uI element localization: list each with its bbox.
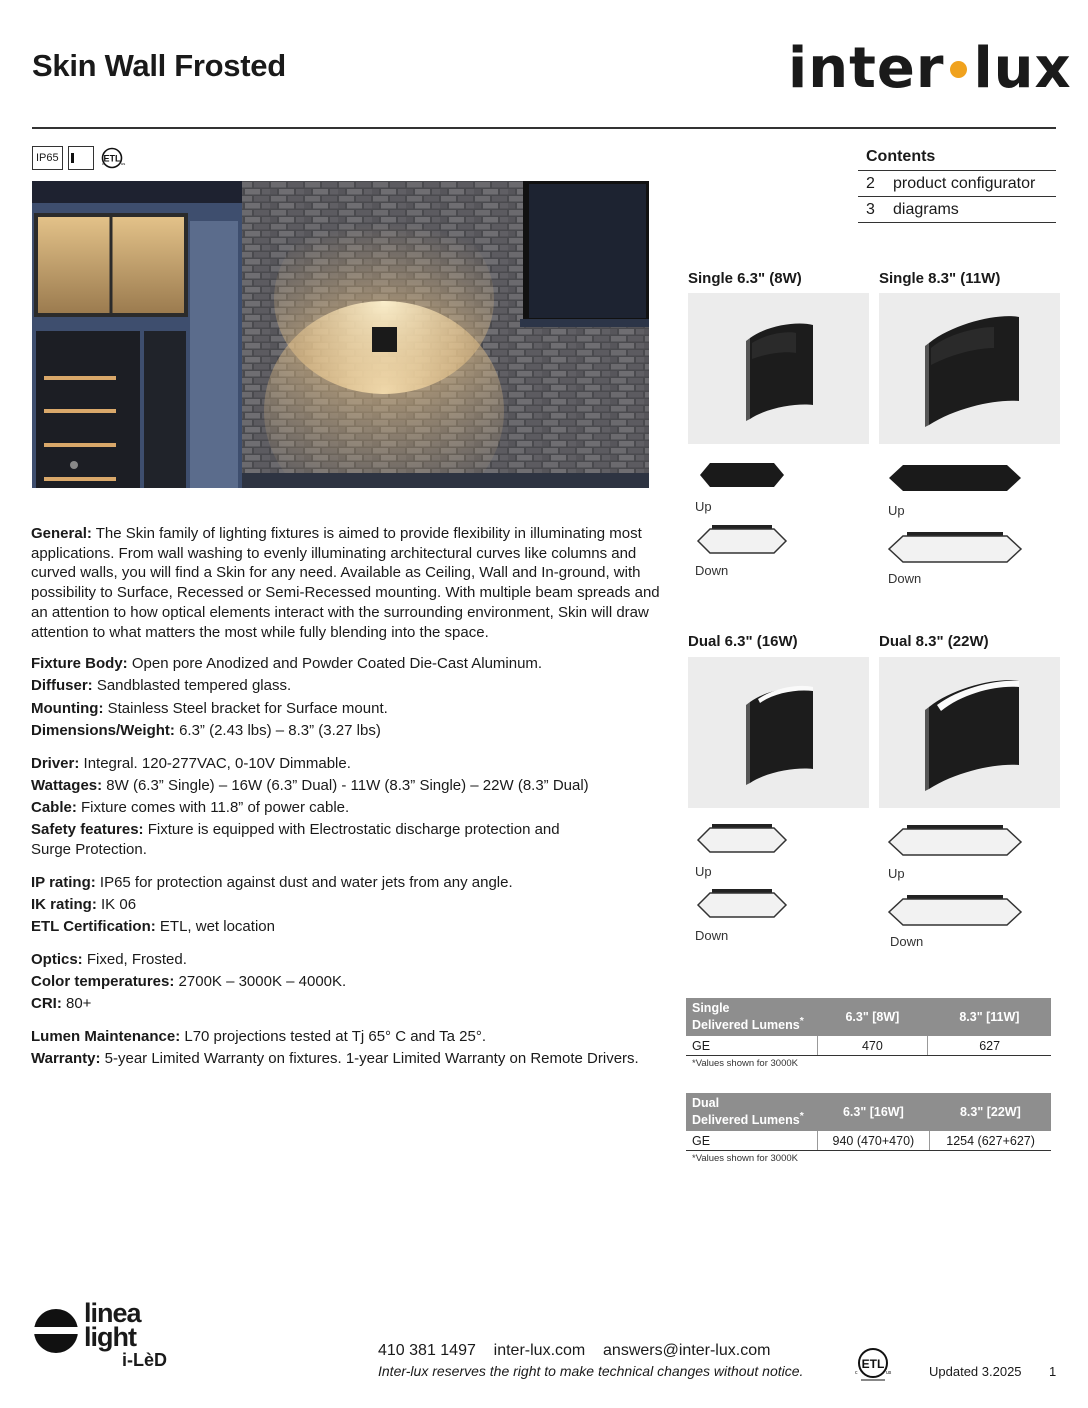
dual-lumens-table-block	[686, 1093, 1051, 1164]
svg-text:us: us	[120, 161, 125, 166]
spec-label: CRI:	[31, 995, 62, 1013]
spec-group	[31, 873, 671, 937]
spec-line	[31, 895, 671, 915]
fixture-down-view-single-small	[694, 523, 790, 557]
general-paragraph	[31, 524, 671, 642]
spec-label: IK rating:	[31, 895, 97, 913]
contents-item-label: product configurator	[893, 175, 1036, 192]
table-cell: 1254 (627+627)	[930, 1131, 1051, 1151]
up-label: Up	[888, 503, 905, 518]
single-lumens-table-block	[686, 998, 1051, 1069]
dual-lumens-table	[686, 1093, 1051, 1151]
table-col-header: 8.3" [22W]	[930, 1093, 1051, 1131]
fixture-up-view-dual-small	[694, 823, 790, 855]
spec-line	[31, 820, 591, 859]
spec-text: 2700K – 3000K – 4000K.	[174, 972, 347, 990]
spec-group	[31, 1027, 671, 1069]
table-head-line: Delivered Lumens	[692, 1113, 800, 1128]
logo-left: inter	[788, 36, 945, 101]
fixture-image-dual-large	[879, 657, 1060, 808]
spec-line	[31, 972, 671, 992]
svg-text:c: c	[101, 161, 104, 166]
spec-text: Open pore Anodized and Powder Coated Die-Cast Aluminum.	[127, 655, 543, 673]
table-head-line: Dual	[692, 1096, 720, 1111]
spec-text: 6.3” (2.43 lbs) – 8.3” (3.27 lbs)	[174, 721, 381, 739]
up-label: Up	[695, 864, 712, 879]
contents-heading: Contents	[858, 146, 1056, 171]
spec-label: Color temperatures:	[31, 972, 175, 990]
down-label: Down	[888, 571, 922, 586]
iled-wordmark: i-LèD	[122, 1350, 167, 1370]
table-note: *Values shown for 3000K	[692, 1153, 798, 1164]
spec-line	[31, 754, 671, 774]
spec-label: Driver:	[31, 754, 80, 772]
fixture-up-view-single-small	[694, 459, 790, 491]
fixture-up-view-single-large	[887, 461, 1023, 495]
interlux-logo	[788, 36, 1072, 101]
class-badge	[68, 146, 94, 170]
spec-text: Sandblasted tempered glass.	[92, 677, 292, 695]
hero-photo	[32, 181, 649, 488]
product-title-single-small: Single 6.3" (8W)	[688, 270, 802, 287]
up-label: Up	[695, 499, 712, 514]
table-cell: 627	[928, 1036, 1051, 1056]
spec-text: Fixture is equipped with Electrostatic discharge protection and Surge Protection.	[31, 821, 560, 858]
spec-group	[31, 654, 671, 740]
spec-group	[31, 950, 671, 1014]
spec-line	[31, 699, 671, 719]
contact-line	[378, 1342, 770, 1360]
spec-group	[31, 754, 671, 860]
spec-text: L70 projections tested at Tj 65° C and Ta 25°.	[180, 1027, 486, 1045]
logo-dot	[950, 61, 967, 78]
spec-line	[31, 776, 671, 796]
table-cell: 940 (470+470)	[817, 1131, 930, 1151]
spec-label: Safety features:	[31, 821, 144, 839]
spec-line	[31, 1027, 671, 1047]
header-divider	[32, 127, 1056, 129]
spec-text: 80+	[61, 995, 92, 1013]
email-link[interactable]: answers@inter-lux.com	[603, 1342, 771, 1359]
svg-text:c: c	[855, 1370, 858, 1376]
fixture-image-single-small	[688, 293, 869, 444]
linealight-wordmark-line2: light	[84, 1322, 136, 1352]
linealight-wordmark-line1: linea	[84, 1298, 141, 1328]
product-title-dual-small: Dual 6.3" (16W)	[688, 633, 798, 650]
page-title: Skin Wall Frosted	[32, 48, 286, 83]
table-head-line: Single	[692, 1001, 730, 1016]
contents-item[interactable]	[858, 197, 1056, 223]
spec-line	[31, 917, 671, 937]
contents-item[interactable]	[858, 171, 1056, 197]
spec-label: Cable:	[31, 798, 77, 816]
table-note: *Values shown for 3000K	[692, 1058, 798, 1069]
table-head-star: *	[799, 1016, 804, 1028]
spec-text: Integral. 120-277VAC, 0-10V Dimmable.	[79, 754, 351, 772]
fixture-image-single-large	[879, 293, 1060, 444]
product-title-single-large: Single 8.3" (11W)	[879, 270, 1001, 287]
spec-label: Wattages:	[31, 776, 103, 794]
spec-line	[31, 798, 671, 818]
spec-label: General:	[31, 525, 92, 542]
spec-label: IP rating:	[31, 873, 96, 891]
table-col-header: 8.3" [11W]	[928, 998, 1051, 1036]
linealight-mark-icon	[32, 1307, 82, 1357]
fixture-image-dual-small	[688, 657, 869, 808]
spec-text: IK 06	[96, 895, 137, 913]
contents-item-label: diagrams	[893, 201, 959, 218]
contents-box	[858, 146, 1056, 223]
spec-text: Stainless Steel bracket for Surface mount.	[103, 699, 388, 717]
spec-line	[31, 721, 671, 741]
spec-label: Lumen Maintenance:	[31, 1027, 181, 1045]
table-header-title	[686, 1093, 817, 1131]
table-header-title	[686, 998, 817, 1036]
phone-number[interactable]: 410 381 1497	[378, 1342, 476, 1359]
spec-text: 5-year Limited Warranty on fixtures. 1-year Limited Warranty on Remote Drivers.	[100, 1049, 639, 1067]
spec-label: Diffuser:	[31, 677, 93, 695]
spec-label: Optics:	[31, 950, 83, 968]
ip-rating-badge: IP65	[32, 146, 63, 170]
spec-line	[31, 873, 671, 893]
spec-label: Fixture Body:	[31, 655, 128, 673]
table-head-line: Delivered Lumens	[692, 1018, 800, 1033]
spec-text: ETL, wet location	[155, 917, 275, 935]
up-label: Up	[888, 866, 905, 881]
spec-line	[31, 1049, 671, 1069]
spec-text: 8W (6.3” Single) – 16W (6.3” Dual) - 11W (8.3” Single) – 22W (8.3” Dual)	[102, 776, 589, 794]
svg-text:us: us	[886, 1370, 892, 1376]
table-row	[686, 1036, 1051, 1056]
linealight-logo	[32, 1298, 192, 1375]
table-head-star: *	[799, 1111, 804, 1123]
etl-mark-icon	[99, 146, 127, 170]
spec-description	[31, 524, 671, 1082]
logo-right: lux	[973, 36, 1072, 101]
spec-label: Dimensions/Weight:	[31, 721, 175, 739]
spec-label: Mounting:	[31, 699, 104, 717]
contents-item-number: 2	[866, 175, 875, 192]
spec-text: Fixed, Frosted.	[82, 950, 187, 968]
table-row	[686, 1131, 1051, 1151]
table-cell: GE	[686, 1036, 817, 1056]
fixture-up-view-dual-large	[887, 824, 1023, 858]
etl-certification-icon	[853, 1346, 895, 1382]
product-title-dual-large: Dual 8.3" (22W)	[879, 633, 989, 650]
spec-line	[31, 994, 671, 1014]
fixture-down-view-dual-large	[887, 893, 1023, 929]
single-lumens-table	[686, 998, 1051, 1056]
certification-badges	[32, 146, 127, 170]
svg-text:ETL: ETL	[103, 153, 121, 164]
spec-line	[31, 676, 671, 696]
table-col-header: 6.3" [8W]	[817, 998, 928, 1036]
spec-line	[31, 654, 671, 674]
down-label: Down	[695, 928, 729, 943]
page-number: 1	[1049, 1364, 1057, 1379]
spec-label: ETL Certification:	[31, 917, 156, 935]
table-col-header: 6.3" [16W]	[817, 1093, 930, 1131]
svg-text:ETL: ETL	[861, 1357, 885, 1371]
fixture-down-view-single-large	[887, 530, 1023, 566]
spec-text: IP65 for protection against dust and water jets from any angle.	[95, 873, 513, 891]
down-label: Down	[890, 934, 924, 949]
spec-text: Fixture comes with 11.8” of power cable.	[76, 798, 350, 816]
down-label: Down	[695, 563, 729, 578]
spec-line	[31, 950, 671, 970]
table-cell: GE	[686, 1131, 817, 1151]
updated-date: Updated 3.2025	[929, 1364, 1022, 1379]
disclaimer: Inter-lux reserves the right to make technical changes without notice.	[378, 1363, 804, 1379]
spec-text: The Skin family of lighting fixtures is aimed to provide flexibility in illuminating most applications. From wall washing to evenly illuminating architectural curves like columns and curved walls, you will find a Skin for any need. Available as Ceiling, Wall and In-ground, with possibility to Surface, Recessed or Semi-Recessed mounting. With multiple beam spreads and an attention to how optical elements interact with the surrounding environment, Skin will draw attention to what matters the most while fully blending into the space.	[31, 525, 660, 641]
website-link[interactable]: inter-lux.com	[493, 1342, 586, 1359]
table-cell: 470	[817, 1036, 928, 1056]
contents-item-number: 3	[866, 201, 875, 218]
fixture-down-view-dual-small	[694, 887, 790, 921]
spec-label: Warranty:	[31, 1049, 101, 1067]
